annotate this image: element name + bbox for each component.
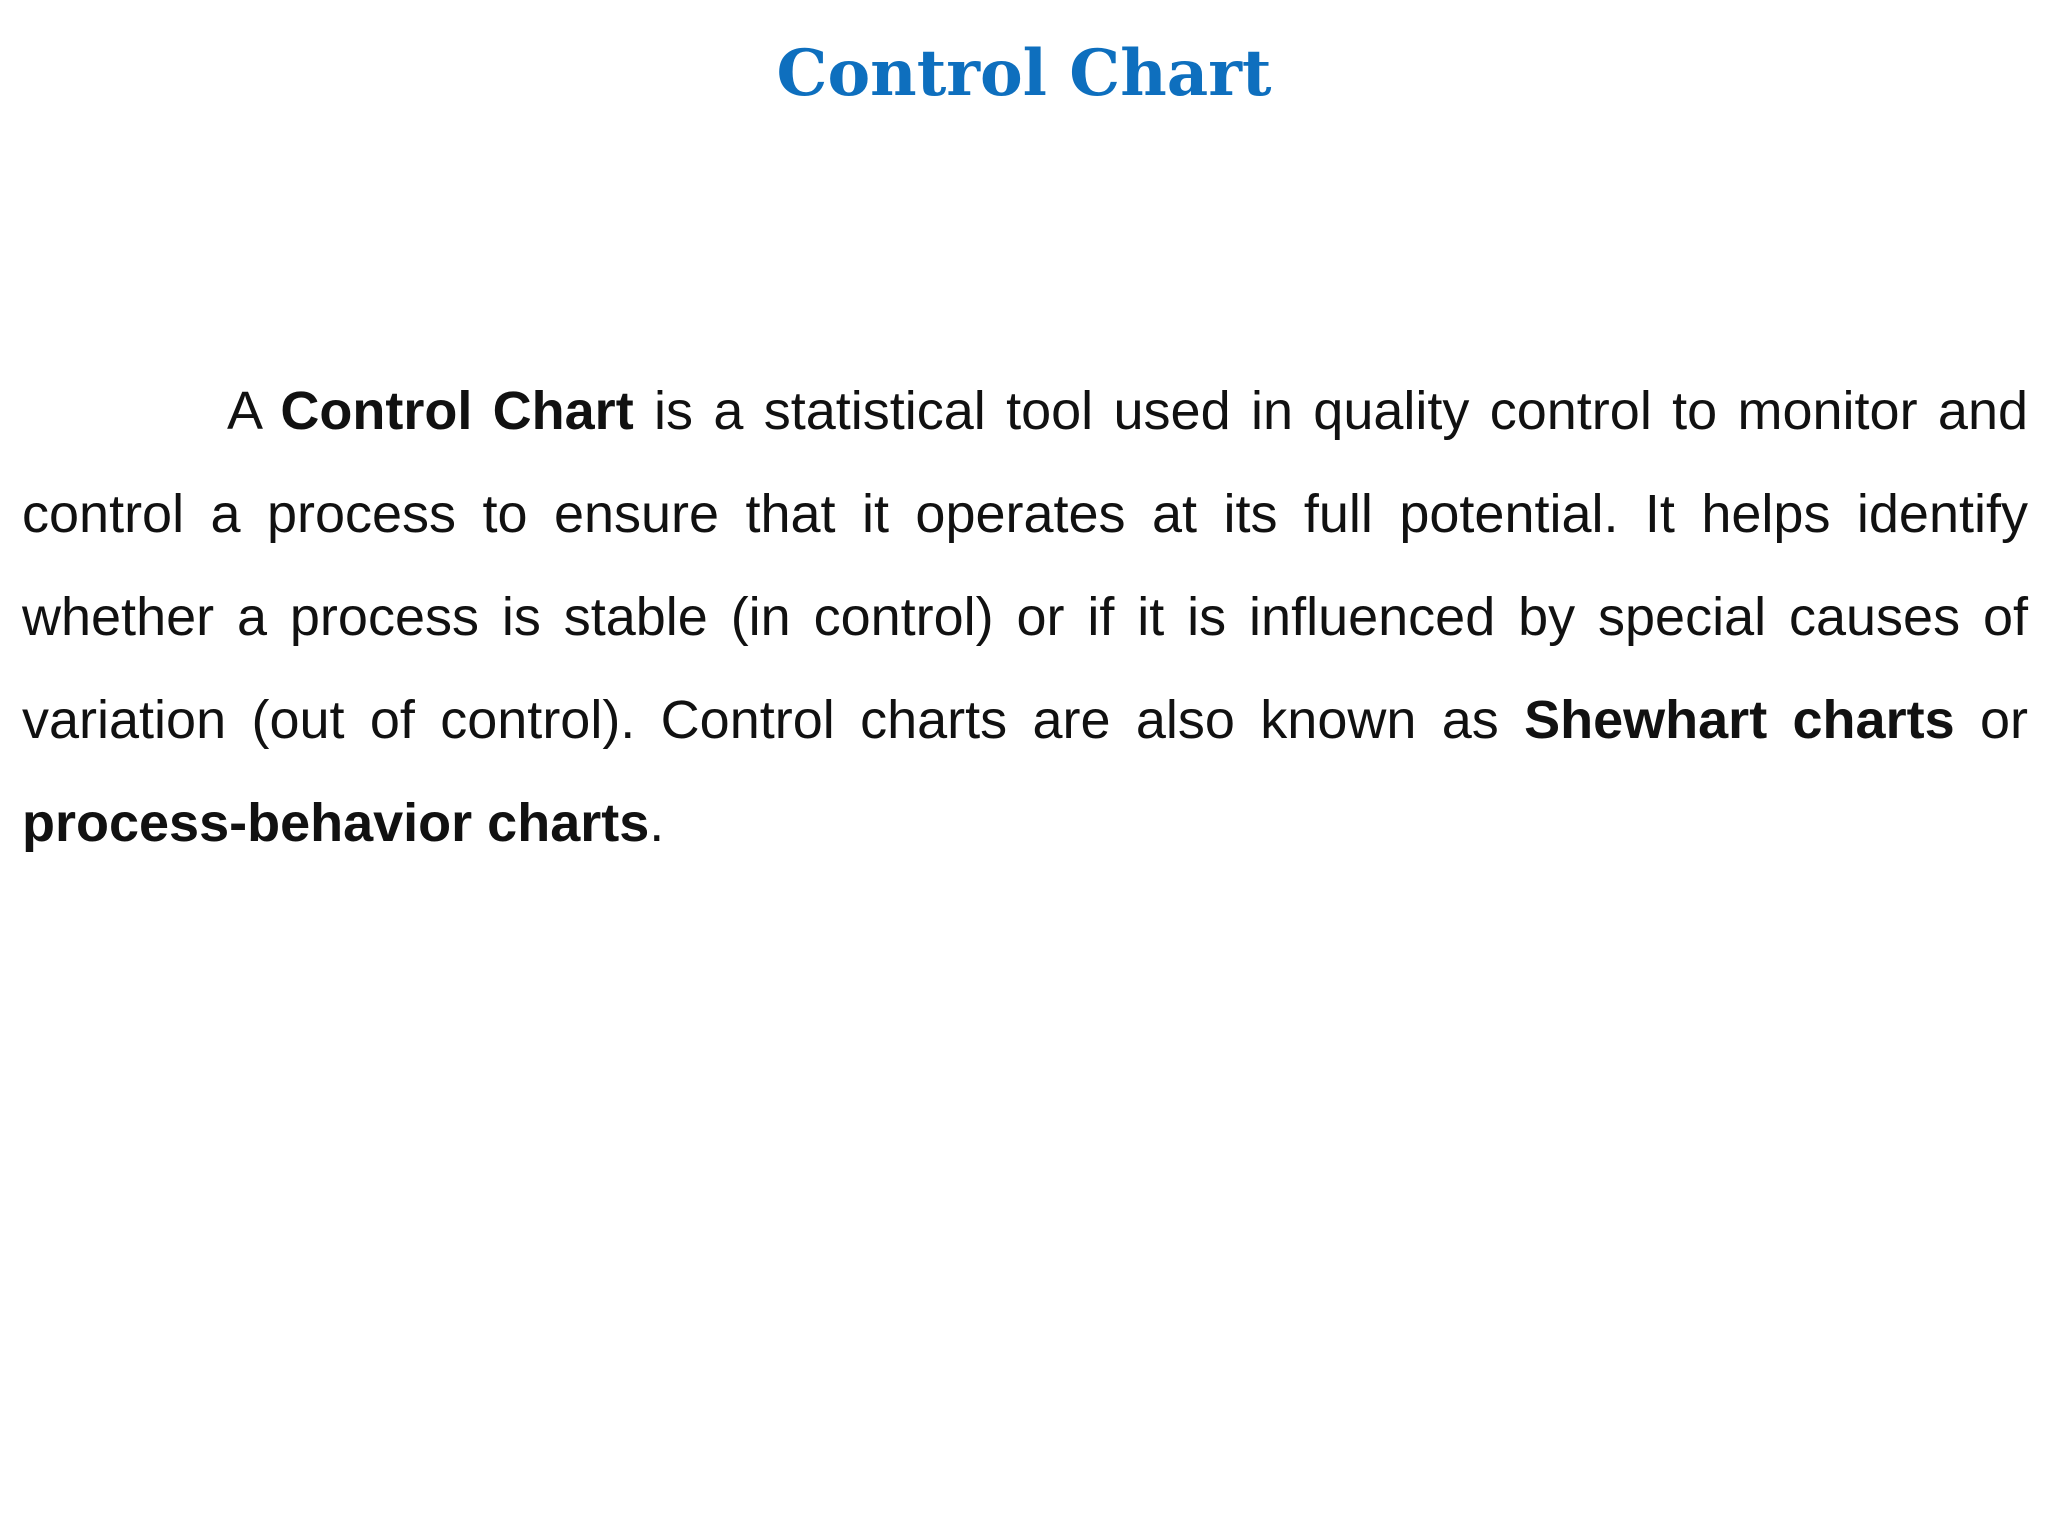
definition-paragraph xyxy=(22,360,2028,875)
term-process-behavior-charts: process-behavior charts xyxy=(22,793,650,853)
term-control-chart: Control Chart xyxy=(280,381,634,441)
paragraph-intro: A xyxy=(227,381,281,441)
term-shewhart-charts: Shewhart charts xyxy=(1524,690,1955,750)
slide-title: Control Chart xyxy=(776,36,1272,111)
paragraph-connector: or xyxy=(1954,690,2028,750)
paragraph-body: is a statistical tool used in quality control to monitor and control a process to ensure that it operates at its full potential. It helps identify whether a process is stable (in control) or if it is influenced by special causes of variation (out of control). Control charts are also known as xyxy=(22,381,2029,750)
paragraph-end: . xyxy=(649,793,665,853)
